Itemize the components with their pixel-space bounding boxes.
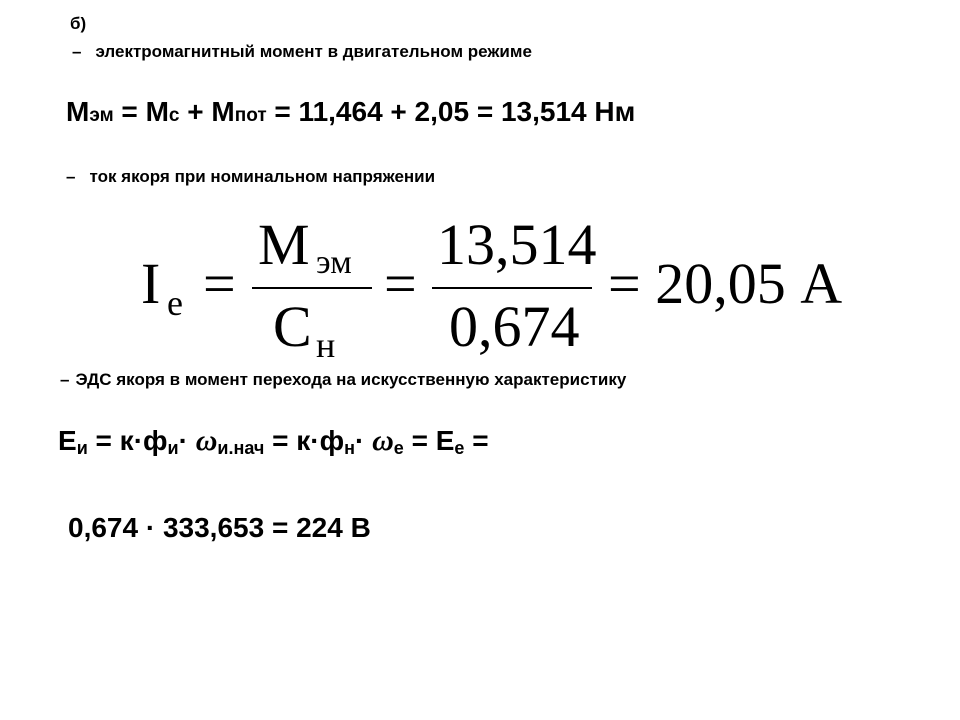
eq-subscript: н <box>344 438 355 458</box>
eq-symbol: Е <box>58 425 77 456</box>
eq-current-num1-sub: эм <box>316 244 352 281</box>
heading-emf-text: ЭДС якоря в момент перехода на искусственную характеристику <box>75 370 627 389</box>
heading-torque <box>72 42 532 62</box>
heading-emf <box>60 370 626 390</box>
omega-symbol: ω <box>372 424 394 457</box>
eq-text: · <box>178 425 196 456</box>
eq-subscript: пот <box>234 105 267 126</box>
eq-text: = <box>464 425 489 456</box>
heading-current <box>66 167 435 187</box>
equation-emf <box>58 424 489 459</box>
eq-current-result: = 20,05 А <box>608 251 843 316</box>
eq-current-lhs-sub: е <box>167 283 183 323</box>
eq-subscript: е <box>454 438 465 458</box>
eq-current-num1: М <box>258 212 310 277</box>
equation-emf-value: 0,674 · 333,653 = 224 В <box>68 512 371 543</box>
eq-current-num2: 13,514 <box>437 212 597 277</box>
eq-current-den1-sub: н <box>316 325 336 365</box>
fraction-bar-1 <box>252 287 372 289</box>
eq-text: · <box>354 425 373 456</box>
eq-current-den2: 0,674 <box>449 294 580 359</box>
eq-current-equals-2: = <box>384 251 417 316</box>
eq-current-equals-1: = <box>203 251 236 316</box>
eq-symbol: М <box>211 96 235 127</box>
eq-text: = к·ф <box>264 425 345 456</box>
eq-operator: = <box>113 96 146 127</box>
omega-symbol: ω <box>195 424 218 457</box>
dash-marker: – <box>66 167 76 186</box>
eq-operator: + <box>179 96 212 127</box>
heading-current-text: ток якоря при номинальном напряжении <box>89 167 436 186</box>
eq-subscript: и.нач <box>217 438 265 458</box>
eq-subscript: е <box>393 438 404 458</box>
eq-subscript: и <box>76 438 88 458</box>
dash-marker: – <box>72 42 82 61</box>
section-label: б) <box>70 14 87 33</box>
fraction-bar-2 <box>432 287 592 289</box>
eq-symbol: М <box>145 96 169 127</box>
dash-marker: – <box>60 370 70 389</box>
eq-subscript: с <box>168 105 180 126</box>
eq-current-lhs: I <box>141 251 161 316</box>
eq-text: = к·ф <box>87 425 168 456</box>
eq-subscript: и <box>167 438 179 458</box>
equation-torque <box>66 96 635 128</box>
eq-subscript: эм <box>89 105 114 126</box>
eq-value: = 11,464 + 2,05 = 13,514 Нм <box>266 96 636 127</box>
eq-current-den1: С <box>273 294 312 359</box>
eq-text: = Е <box>403 425 455 456</box>
eq-symbol: М <box>66 96 90 127</box>
heading-torque-text: электромагнитный момент в двигательном режиме <box>95 42 532 61</box>
